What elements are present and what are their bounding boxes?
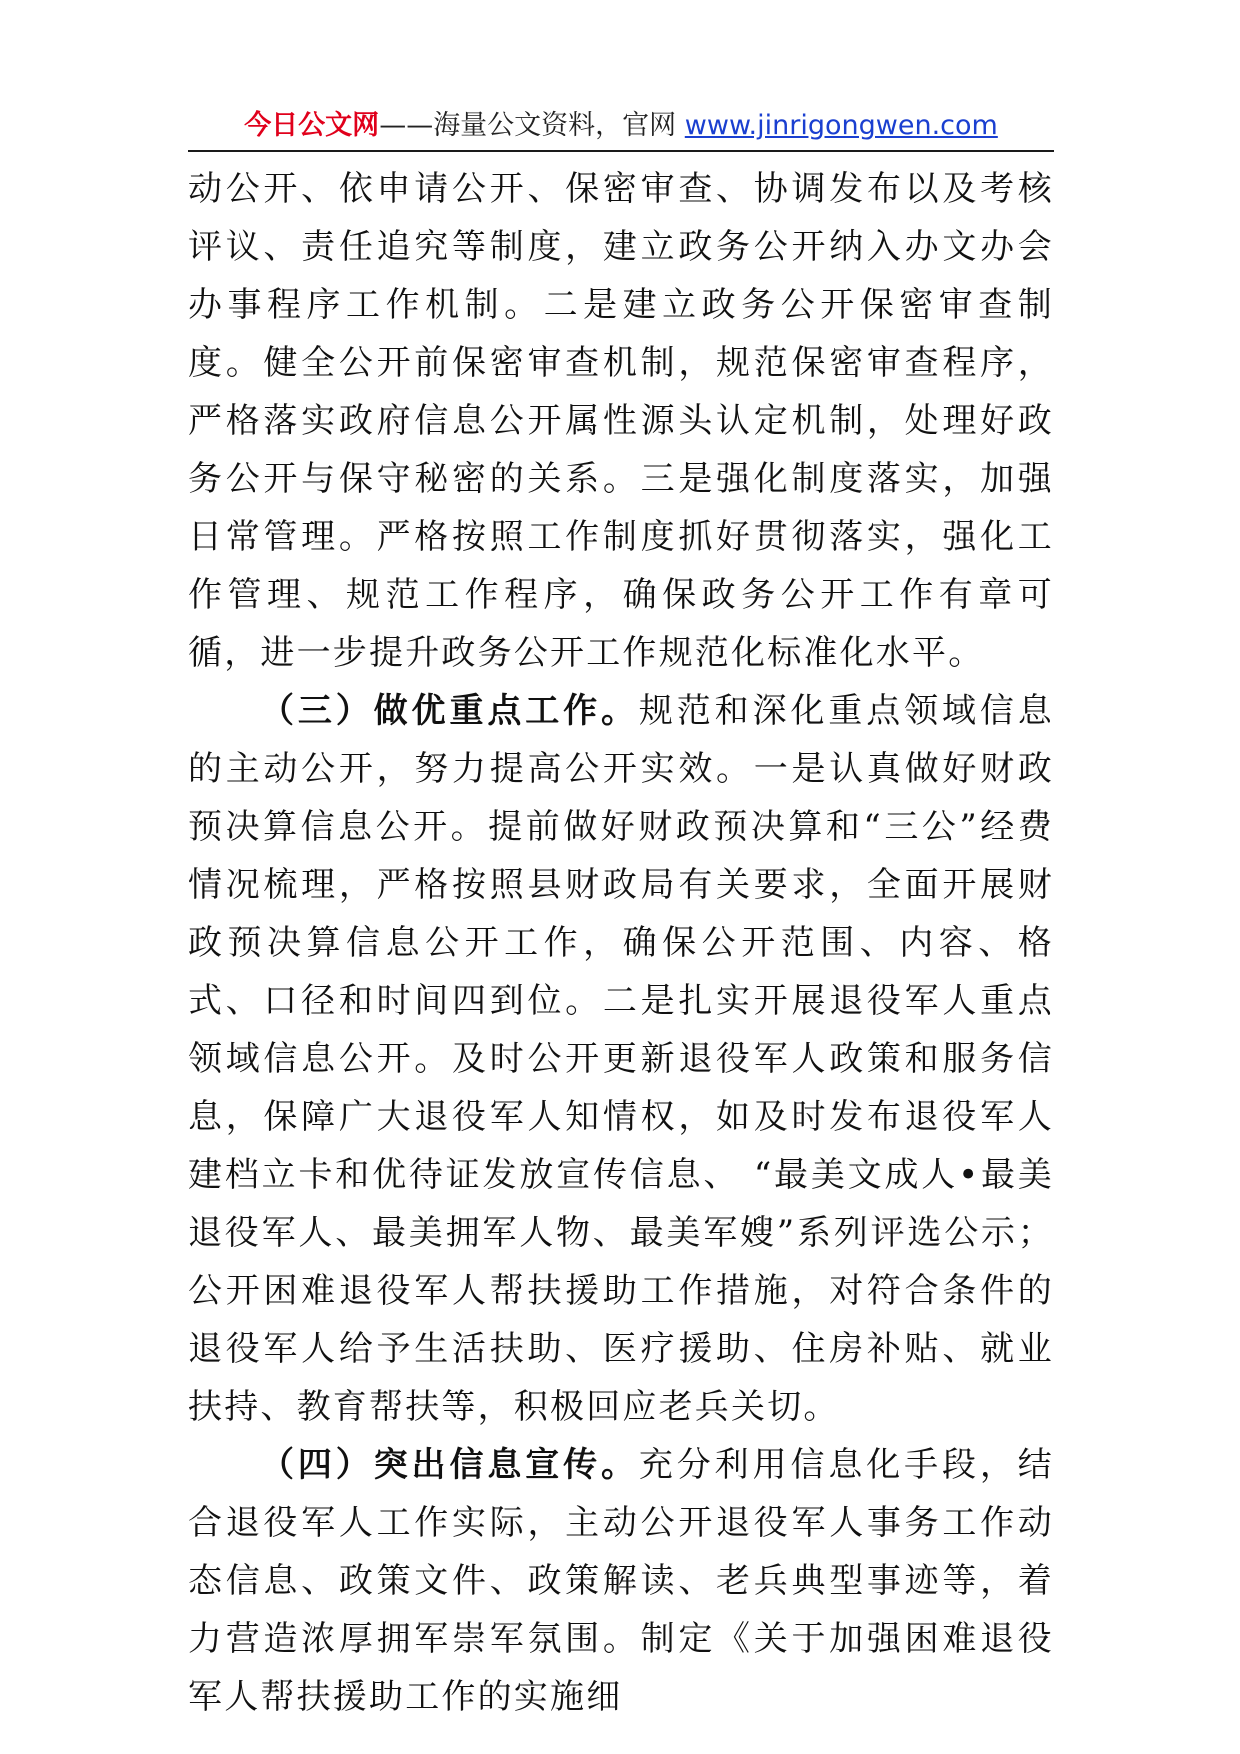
section-heading-3: （三）做优重点工作。 [260, 691, 639, 731]
site-url-link[interactable]: www.jinrigongwen.com [684, 110, 998, 141]
paragraph-text: 规范和深化重点领域信息的主动公开，努力提高公开实效。一是认真做好财政预决算信息公开。提前做好财政预决算和“三公”经费情况梳理，严格按照县财政局有关要求，全面开展财政预决算信息公开工作，确保公开范围、内容、格式、口径和时间四到位。二是扎实开展退役军人重点领域信息公开。及时公开更新退役军人政策和服务信息，保障广大退役军人知情权，如及时发布退役军人建档立卡和优待证发放宣传信息、 “最美文成人•最美退役军人、最美拥军人物、最美军嫂”系列评选公示；公开困难退役军人帮扶援助工作措施，对符合条件的退役军人给予生活扶助、医疗援助、住房补贴、就业扶持、教育帮扶等，积极回应老兵关切。 [188, 691, 1055, 1427]
paragraph-section-3 [188, 682, 1054, 1436]
header-slogan: ——海量公文资料，官网 [379, 110, 677, 141]
site-header [188, 106, 1054, 152]
document-body [188, 160, 1054, 1726]
paragraph-continuation [188, 160, 1054, 682]
brand-name[interactable]: 今日公文网 [244, 110, 380, 141]
paragraph-text: 充分利用信息化手段，结合退役军人工作实际，主动公开退役军人事务工作动态信息、政策文件、政策解读、老兵典型事迹等，着力营造浓厚拥军崇军氛围。制定《关于加强困难退役军人帮扶援助工作的实施细 [188, 1445, 1055, 1717]
paragraph-section-4 [188, 1436, 1054, 1726]
section-heading-4: （四）突出信息宣传。 [260, 1445, 639, 1485]
paragraph-text: 动公开、依申请公开、保密审查、协调发布以及考核评议、责任追究等制度，建立政务公开纳入办文办会办事程序工作机制。二是建立政务公开保密审查制度。健全公开前保密审查机制，规范保密审查程序，严格落实政府信息公开属性源头认定机制，处理好政务公开与保守秘密的关系。三是强化制度落实，加强日常管理。严格按照工作制度抓好贯彻落实，强化工作管理、规范工作程序，确保政务公开工作有章可循，进一步提升政务公开工作规范化标准化水平。 [188, 169, 1054, 673]
